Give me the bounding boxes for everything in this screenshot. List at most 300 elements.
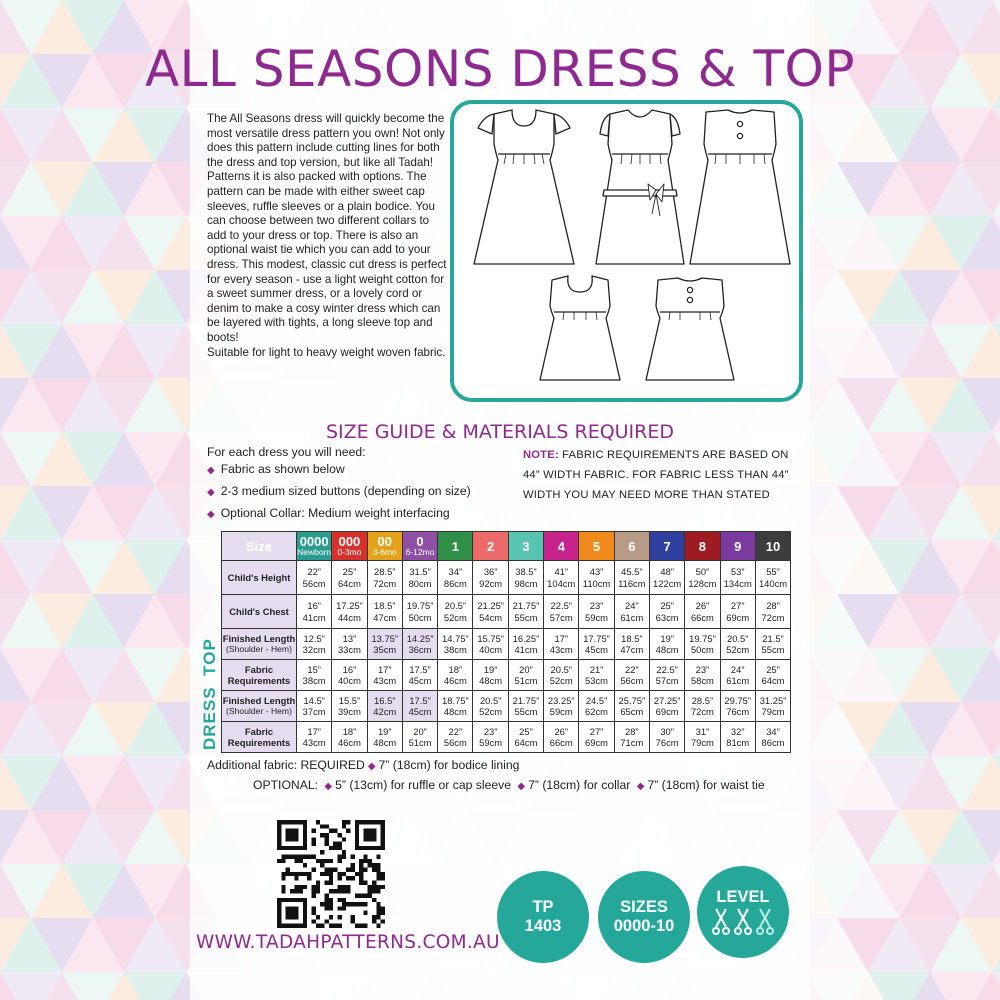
table-cell: 23” 59cm — [473, 722, 508, 753]
qr-module — [303, 863, 307, 867]
qr-module — [337, 872, 341, 876]
fabric-note — [523, 445, 803, 505]
diamond-bullet-icon: ◆ — [207, 487, 215, 498]
table-cell: 17.75” 45cm — [579, 629, 614, 660]
qr-module — [329, 915, 333, 919]
badge-line: SIZES — [620, 898, 668, 916]
qr-module — [320, 872, 324, 876]
top-back-drawing — [646, 278, 734, 380]
qr-module — [346, 902, 350, 906]
qr-module — [359, 902, 363, 906]
qr-module — [337, 915, 341, 919]
table-cell: 17” 43cm — [544, 629, 579, 660]
table-cell: 38.5” 98cm — [508, 561, 543, 595]
table-cell: 21.5” 55cm — [755, 629, 790, 660]
table-cell: 18.5” 47cm — [614, 629, 649, 660]
qr-module — [294, 876, 298, 880]
table-cell: 22.5” 57cm — [544, 595, 579, 629]
table-row — [222, 595, 791, 629]
qr-module — [325, 919, 329, 923]
size-column-header: 0000 Newborn — [297, 532, 332, 561]
qr-module — [312, 842, 316, 846]
list-item — [207, 484, 517, 500]
qr-module — [337, 855, 341, 859]
qr-module — [368, 863, 372, 867]
qr-module — [320, 902, 324, 906]
qr-module — [316, 915, 320, 919]
table-cell: 45.5” 116cm — [614, 561, 649, 595]
qr-module — [359, 863, 363, 867]
qr-module — [290, 872, 294, 876]
qr-module — [372, 889, 376, 893]
qr-module — [333, 842, 337, 846]
qr-module — [277, 859, 281, 863]
materials-needed — [207, 445, 517, 528]
qr-module — [355, 902, 359, 906]
qr-module — [342, 889, 346, 893]
qr-module — [329, 902, 333, 906]
qr-module — [363, 880, 367, 884]
qr-module — [350, 902, 354, 906]
qr-module — [329, 846, 333, 850]
qr-module — [381, 885, 385, 889]
intro-text — [207, 112, 447, 360]
table-cell: 30” 76cm — [649, 722, 684, 753]
size-column-header: 4 — [544, 532, 579, 561]
table-cell: 20.5” 52cm — [544, 660, 579, 691]
table-cell: 22” 56cm — [614, 660, 649, 691]
qr-module — [303, 872, 307, 876]
table-cell: 23” 58cm — [685, 660, 720, 691]
table-cell: 15.5” 39cm — [332, 691, 367, 722]
table-header-row — [222, 532, 791, 561]
table-cell: 50” 128cm — [685, 561, 720, 595]
badge-line: TP — [532, 898, 554, 916]
qr-module — [320, 833, 324, 837]
optional-item: 7” (18cm) for waist tie — [647, 778, 765, 792]
table-cell: 17.25” 44cm — [332, 595, 367, 629]
table-cell: 16.25” 41cm — [508, 629, 543, 660]
additional-required: 7” (18cm) for bodice lining — [378, 758, 520, 772]
qr-module — [290, 855, 294, 859]
section-heading: SIZE GUIDE & MATERIALS REQUIRED — [325, 421, 674, 443]
group-label-dress: DRESS — [200, 686, 219, 750]
size-column-header: 10 — [755, 532, 790, 561]
qr-module — [325, 893, 329, 897]
table-cell: 15.75” 40cm — [473, 629, 508, 660]
table-cell: 28.5” 72cm — [367, 561, 402, 595]
qr-module — [355, 872, 359, 876]
qr-module — [333, 846, 337, 850]
qr-module — [342, 855, 346, 859]
table-row — [222, 561, 791, 595]
qr-module — [376, 855, 380, 859]
qr-module — [281, 876, 285, 880]
qr-module — [299, 855, 303, 859]
qr-module — [299, 859, 303, 863]
table-cell: 20” 51cm — [508, 660, 543, 691]
qr-module — [376, 906, 380, 910]
table-cell: 23.25” 59cm — [544, 691, 579, 722]
diamond-bullet-icon: ◆ — [517, 781, 526, 792]
qr-module — [286, 829, 299, 842]
table-cell: 21” 53cm — [579, 660, 614, 691]
qr-module — [359, 893, 363, 897]
row-label: Child's Chest — [222, 595, 297, 629]
qr-module — [312, 885, 316, 889]
website-link[interactable]: WWW.TADAHPATTERNS.COM.AU — [196, 932, 500, 953]
qr-module — [337, 833, 341, 837]
qr-module — [312, 893, 316, 897]
table-cell: 34” 86cm — [755, 722, 790, 753]
qr-module — [299, 872, 303, 876]
qr-module — [337, 898, 341, 902]
qr-module — [363, 893, 367, 897]
qr-module — [350, 863, 354, 867]
qr-module — [312, 906, 316, 910]
table-cell: 53” 134cm — [720, 561, 755, 595]
qr-module — [316, 924, 320, 928]
qr-module — [281, 872, 285, 876]
table-cell: 13.75” 35cm — [367, 629, 402, 660]
qr-module — [372, 915, 376, 919]
table-cell: 24” 61cm — [614, 595, 649, 629]
qr-module — [346, 889, 350, 893]
qr-module — [363, 868, 367, 872]
qr-module — [350, 855, 354, 859]
qr-module — [312, 919, 316, 923]
qr-module — [325, 906, 329, 910]
qr-module — [368, 859, 372, 863]
qr-module — [337, 924, 341, 928]
qr-module — [320, 863, 324, 867]
table-cell: 36” 92cm — [473, 561, 508, 595]
qr-module — [337, 859, 341, 863]
table-cell: 28” 71cm — [614, 722, 649, 753]
table-cell: 17” 43cm — [297, 722, 332, 753]
qr-module — [294, 889, 298, 893]
table-cell: 43” 110cm — [579, 561, 614, 595]
table-cell: 18” 46cm — [332, 722, 367, 753]
table-cell: 28.5” 72cm — [685, 691, 720, 722]
qr-module — [281, 889, 285, 893]
qr-module — [372, 863, 376, 867]
optional-label: OPTIONAL: — [253, 778, 319, 792]
row-label: Child's Height — [222, 561, 297, 595]
table-cell: 18.5” 47cm — [367, 595, 402, 629]
qr-module — [372, 880, 376, 884]
table-cell: 14.75” 38cm — [438, 629, 473, 660]
table-cell: 31.5” 80cm — [402, 561, 437, 595]
diamond-bullet-icon: ◆ — [367, 761, 376, 772]
table-cell: 31” 79cm — [685, 722, 720, 753]
qr-module — [337, 842, 341, 846]
qr-module — [294, 855, 298, 859]
qr-module — [355, 893, 359, 897]
table-cell: 14.25” 36cm — [402, 629, 437, 660]
qr-module — [325, 859, 329, 863]
row-label: Finished Length (Shoulder - Hem) — [222, 691, 297, 722]
table-cell: 27” 69cm — [579, 722, 614, 753]
qr-module — [342, 820, 346, 824]
dress-back-drawing — [690, 110, 790, 264]
qr-module — [316, 889, 320, 893]
table-row — [222, 629, 791, 660]
table-cell: 16.5” 42cm — [367, 691, 402, 722]
table-cell: 22.5” 57cm — [649, 660, 684, 691]
diamond-bullet-icon: ◆ — [636, 781, 645, 792]
qr-module — [316, 820, 320, 824]
table-row — [222, 660, 791, 691]
qr-module — [381, 911, 385, 915]
qr-module — [346, 868, 350, 872]
table-cell: 19.75” 50cm — [402, 595, 437, 629]
table-cell: 27.25” 69cm — [649, 691, 684, 722]
qr-module — [333, 889, 337, 893]
qr-module — [329, 924, 333, 928]
qr-module — [316, 885, 320, 889]
qr-module — [363, 902, 367, 906]
table-cell: 14.5” 37cm — [297, 691, 332, 722]
qr-module — [307, 855, 311, 859]
table-cell: 18” 46cm — [438, 660, 473, 691]
table-cell: 26” 66cm — [685, 595, 720, 629]
optional-item: 5” (13cm) for ruffle or cap sleeve — [335, 778, 511, 792]
qr-module — [329, 876, 333, 880]
qr-module — [312, 911, 316, 915]
qr-module — [376, 885, 380, 889]
size-header-cell: Size — [222, 532, 297, 561]
qr-module — [363, 911, 367, 915]
table-cell: 41” 104cm — [544, 561, 579, 595]
table-cell: 17.5” 45cm — [402, 691, 437, 722]
qr-module — [281, 859, 285, 863]
size-column-header: 2 — [473, 532, 508, 561]
diamond-bullet-icon: ◆ — [324, 781, 333, 792]
table-cell: 19” 48cm — [473, 660, 508, 691]
qr-module — [312, 837, 316, 841]
qr-module — [337, 885, 341, 889]
qr-module — [381, 872, 385, 876]
qr-module — [359, 924, 363, 928]
size-column-header: 00 3-6mo — [367, 532, 402, 561]
qr-module — [286, 855, 290, 859]
qr-code-icon[interactable] — [277, 820, 385, 928]
page-title: ALL SEASONS DRESS & TOP — [144, 40, 856, 98]
qr-module — [320, 924, 324, 928]
qr-module — [286, 906, 299, 919]
qr-module — [312, 855, 316, 859]
materials-list — [207, 462, 517, 522]
size-column-header: 9 — [720, 532, 755, 561]
qr-module — [316, 859, 320, 863]
qr-module — [376, 915, 380, 919]
material-item-label: Fabric as shown below — [220, 462, 345, 476]
qr-module — [281, 855, 285, 859]
qr-module — [381, 919, 385, 923]
qr-module — [329, 906, 333, 910]
table-row — [222, 722, 791, 753]
qr-module — [376, 889, 380, 893]
additional-label: Additional fabric: REQUIRED — [207, 758, 365, 772]
qr-module — [359, 876, 363, 880]
qr-module — [333, 829, 337, 833]
list-item — [207, 506, 517, 522]
table-cell: 25” 63cm — [649, 595, 684, 629]
additional-fabric — [207, 758, 519, 772]
qr-module — [346, 876, 350, 880]
row-label: Fabric Requirements — [222, 660, 297, 691]
qr-module — [329, 868, 333, 872]
list-item — [207, 462, 517, 478]
qr-module — [320, 859, 324, 863]
table-cell: 28” 72cm — [755, 595, 790, 629]
qr-module — [376, 872, 380, 876]
qr-module — [350, 915, 354, 919]
qr-module — [368, 885, 372, 889]
row-label: Fabric Requirements — [222, 722, 297, 753]
table-cell: 16” 40cm — [332, 660, 367, 691]
diamond-bullet-icon: ◆ — [207, 509, 215, 520]
qr-module — [325, 868, 329, 872]
qr-module — [329, 859, 333, 863]
qr-module — [325, 898, 329, 902]
qr-module — [363, 855, 367, 859]
table-cell: 13” 33cm — [332, 629, 367, 660]
qr-module — [350, 919, 354, 923]
qr-module — [359, 872, 363, 876]
group-label-top: TOP — [200, 638, 219, 676]
qr-module — [368, 889, 372, 893]
table-cell: 23” 59cm — [579, 595, 614, 629]
table-cell: 17” 43cm — [367, 660, 402, 691]
qr-module — [346, 885, 350, 889]
table-cell: 20.5” 52cm — [438, 595, 473, 629]
level-badge — [697, 866, 789, 958]
dress-front-collar-drawing — [474, 110, 574, 264]
qr-module — [337, 876, 341, 880]
size-column-header: 1 — [438, 532, 473, 561]
qr-module — [286, 872, 290, 876]
qr-module — [286, 868, 290, 872]
qr-module — [329, 829, 333, 833]
qr-module — [290, 889, 294, 893]
qr-module — [333, 868, 337, 872]
table-cell: 19” 48cm — [649, 629, 684, 660]
qr-module — [381, 906, 385, 910]
qr-module — [381, 876, 385, 880]
qr-module — [342, 850, 346, 854]
table-cell: 34” 86cm — [438, 561, 473, 595]
table-cell: 55” 140cm — [755, 561, 790, 595]
table-cell: 25” 64cm — [508, 722, 543, 753]
qr-module — [346, 820, 350, 824]
qr-module — [350, 868, 354, 872]
size-column-header: 000 0-3mo — [332, 532, 367, 561]
qr-module — [359, 859, 363, 863]
materials-lead: For each dress you will need: — [207, 445, 366, 459]
qr-module — [342, 902, 346, 906]
qr-module — [325, 902, 329, 906]
table-cell: 15” 38cm — [297, 660, 332, 691]
qr-module — [337, 846, 341, 850]
qr-module — [320, 850, 324, 854]
table-cell: 21.75” 55cm — [508, 595, 543, 629]
qr-module — [281, 885, 285, 889]
garment-illustrations — [450, 100, 803, 402]
table-cell: 32” 81cm — [720, 722, 755, 753]
table-cell: 19” 48cm — [367, 722, 402, 753]
size-column-header: 3 — [508, 532, 543, 561]
qr-module — [376, 902, 380, 906]
table-cell: 25.75” 65cm — [614, 691, 649, 722]
table-cell: 12.5” 32cm — [297, 629, 332, 660]
qr-module — [346, 829, 350, 833]
qr-module — [307, 876, 311, 880]
qr-module — [329, 898, 333, 902]
size-column-header: 0 6-12mo — [402, 532, 437, 561]
qr-module — [303, 855, 307, 859]
qr-module — [376, 868, 380, 872]
size-column-header: 5 — [579, 532, 614, 561]
qr-module — [325, 880, 329, 884]
qr-module — [372, 919, 376, 923]
qr-module — [329, 872, 333, 876]
qr-module — [299, 885, 303, 889]
qr-module — [376, 876, 380, 880]
intro-body: The All Seasons dress will quickly become the most versatile dress pattern you own! Not only does this pattern include cutting lines for both the dress and top version, but like all Tadah! Patterns it is also packed with options. The pattern can be made with either sweet cap sleeves, ruffle sleeves or a plain bodice. You can choose between two different collars to add to your dress or top. There is also an optional waist tie which you can add to your dress. This modest, classic cut dress is perfect for every season - use a light weight cotton for a sweet summer dress, or a lovely cord or denim to make a cosy winter dress which can be layered with tights, a long sleeve top and boots! — [207, 112, 447, 344]
qr-module — [355, 924, 359, 928]
table-cell: 20” 51cm — [402, 722, 437, 753]
badge-line: 1403 — [524, 917, 562, 935]
qr-module — [294, 885, 298, 889]
table-cell: 19.75” 50cm — [685, 629, 720, 660]
qr-module — [325, 872, 329, 876]
table-cell: 24” 61cm — [720, 660, 755, 691]
table-cell: 25” 64cm — [332, 561, 367, 595]
table-cell: 17.5” 45cm — [402, 660, 437, 691]
note-label: NOTE: — [523, 449, 559, 461]
qr-module — [312, 868, 316, 872]
qr-module — [320, 824, 324, 828]
size-column-header: 6 — [614, 532, 649, 561]
qr-module — [312, 829, 316, 833]
qr-module — [342, 906, 346, 910]
qr-module — [368, 893, 372, 897]
qr-module — [363, 924, 367, 928]
qr-module — [342, 824, 346, 828]
qr-module — [294, 872, 298, 876]
row-label: Finished Length (Shoulder - Hem) — [222, 629, 297, 660]
qr-module — [376, 924, 380, 928]
qr-module — [329, 889, 333, 893]
qr-module — [307, 872, 311, 876]
qr-module — [372, 898, 376, 902]
table-cell: 29.75” 76cm — [720, 691, 755, 722]
table-cell: 22” 56cm — [297, 561, 332, 595]
qr-module — [363, 829, 376, 842]
qr-module — [359, 868, 363, 872]
table-cell: 21.25” 54cm — [473, 595, 508, 629]
table-cell: 22” 56cm — [438, 722, 473, 753]
qr-module — [333, 924, 337, 928]
pattern-code-badge — [497, 871, 589, 963]
table-cell: 48” 122cm — [649, 561, 684, 595]
qr-module — [325, 824, 329, 828]
table-cell: 20.5” 52cm — [473, 691, 508, 722]
qr-module — [350, 876, 354, 880]
table-cell: 27” 69cm — [720, 595, 755, 629]
